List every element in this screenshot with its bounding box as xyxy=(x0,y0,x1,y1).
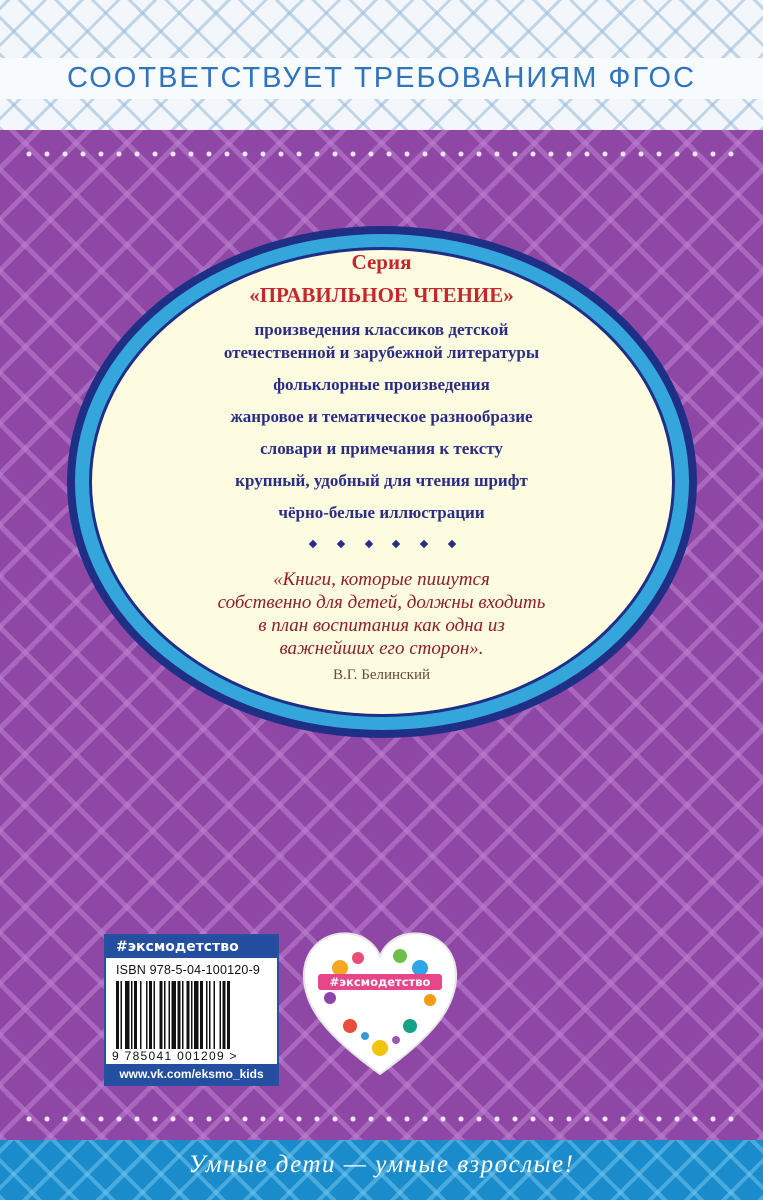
feature-line: словари и примечания к тексту xyxy=(260,439,503,458)
bullet-separator xyxy=(310,538,455,550)
series-name: «ПРАВИЛЬНОЕ ЧТЕНИЕ» xyxy=(249,283,514,307)
feature-line: отечественной и зарубежной литературы xyxy=(223,343,540,362)
barcode-block xyxy=(104,934,279,1086)
feature-line: крупный, удобный для чтения шрифт xyxy=(235,471,528,490)
isbn-text: ISBN 978-5-04-100120-9 xyxy=(116,963,261,977)
feature-line: жанровое и тематическое разнообразие xyxy=(230,407,533,426)
slogan: Умные дети — умные взрослые! xyxy=(188,1151,575,1178)
bullet-icon xyxy=(448,540,456,548)
barcode-digits: 9 785041 001209 > xyxy=(112,1049,238,1063)
quote-line: важнейших его сторон». xyxy=(279,638,484,659)
bullet-icon xyxy=(364,540,372,548)
bullet-icon xyxy=(392,540,400,548)
barcode-icon xyxy=(116,981,266,1049)
quote-line: в план воспитания как одна из xyxy=(258,615,505,636)
heart-hashtag: #эксмодетство xyxy=(329,975,431,989)
dotted-border-top xyxy=(20,151,743,157)
quote-line: собственно для детей, должны входить xyxy=(217,592,546,613)
feature-line: произведения классиков детской xyxy=(254,320,509,339)
feature-line: фольклорные произведения xyxy=(273,375,490,394)
vk-url: www.vk.com/eksmo_kids xyxy=(106,1064,277,1084)
dotted-border-bottom xyxy=(20,1116,743,1122)
bullet-icon xyxy=(309,540,317,548)
series-label: Серия xyxy=(351,250,412,274)
bullet-icon xyxy=(337,540,345,548)
quote-author: В.Г. Белинский xyxy=(332,667,431,683)
heart-sticker-icon xyxy=(300,928,460,1078)
fgos-banner-title: СООТВЕТСТВУЕТ ТРЕБОВАНИЯМ ФГОС xyxy=(0,58,763,99)
quote-line: «Книги, которые пишутся xyxy=(273,569,490,590)
bullet-icon xyxy=(420,540,428,548)
feature-line: чёрно-белые иллюстрации xyxy=(278,503,485,522)
barcode-hashtag: #эксмодетство xyxy=(106,936,277,958)
